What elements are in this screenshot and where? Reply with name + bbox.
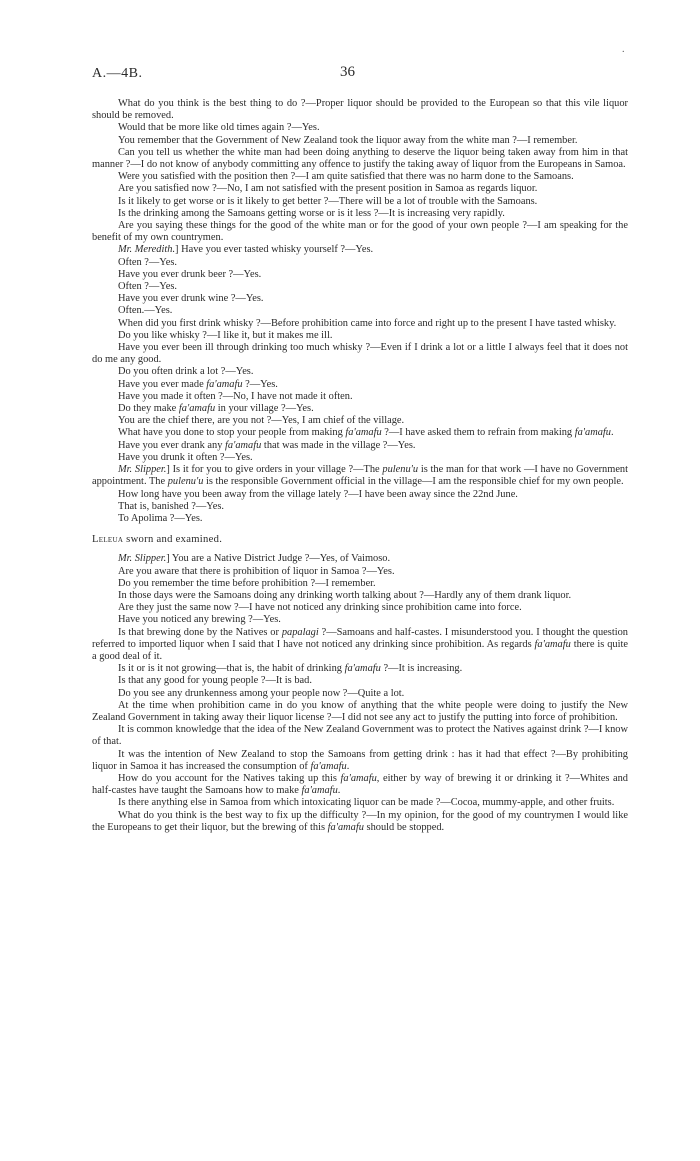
testimony-paragraph (92, 602, 628, 614)
italic-text: Mr. Meredith. (118, 244, 176, 256)
corner-mark: . (622, 44, 625, 55)
text-run: It was the intention of New Zealand to stop the Samoans from getting drink : has it had that effect ?—By prohibiting liquor in Samoa it has increased the consumption of (92, 748, 628, 772)
italic-text: fa'amafu (327, 821, 364, 833)
text-run: ?—Yes. (242, 378, 278, 390)
text-run: Have you drunk it often ?—Yes. (118, 451, 253, 463)
text-run: Have you ever drunk wine ?—Yes. (118, 293, 264, 305)
text-run: Is that brewing done by the Natives or (118, 626, 282, 638)
italic-text: fa'amafu (301, 785, 338, 797)
text-run: Have you ever drank any (118, 439, 226, 451)
text-run: Have you ever made (118, 378, 207, 390)
text-run: Do you remember the time before prohibition ?—I remember. (118, 577, 376, 589)
testimony-paragraph (92, 614, 628, 626)
text-run: ] Have you ever tasted whisky yourself ?—Yes. (175, 244, 374, 256)
text-run: Can you tell us whether the white man had been doing anything to deserve the liquor being taken away from him in that manner ?—I do not know of anybody committing any offence to justify the taking away of liquor from the Europeans in Samoa. (92, 146, 628, 171)
text-run: That is, banished ?—Yes. (118, 500, 225, 512)
text-run: Are they just the same now ?—I have not noticed any drinking since prohibition came into force. (118, 602, 522, 614)
testimony-paragraph (92, 244, 628, 256)
testimony-paragraph (92, 501, 628, 513)
testimony-paragraph (92, 281, 628, 293)
text-run: Often ?—Yes. (118, 256, 177, 268)
testimony-paragraph (92, 810, 628, 834)
text-run: Do you often drink a lot ?—Yes. (118, 366, 254, 378)
testimony-paragraph (92, 135, 628, 147)
testimony-paragraph (92, 688, 628, 700)
testimony-paragraph (92, 440, 628, 452)
testimony-paragraph (92, 464, 628, 488)
text-run: Do they make (118, 403, 179, 415)
italic-text: fa'amafu (344, 663, 381, 675)
text-run: Are you aware that there is prohibition of liquor in Samoa ?—Yes. (118, 565, 395, 577)
text-run: How long have you been away from the village lately ?—I have been away since the 22nd June. (118, 488, 518, 500)
text-run: Have you noticed any brewing ?—Yes. (118, 614, 281, 626)
italic-text: Mr. Slipper. (118, 464, 167, 476)
testimony-paragraph (92, 391, 628, 403)
text-run: Is it or is it not growing—that is, the habit of drinking (118, 663, 345, 675)
italic-text: papalagi (281, 626, 319, 638)
text-run: there is quite a good deal of it. (92, 638, 628, 662)
text-run: Often ?—Yes. (118, 281, 177, 293)
testimony-paragraph (92, 318, 628, 330)
text-run: What have you done to stop your people from making (118, 427, 346, 439)
text-run (92, 534, 222, 545)
text-run: Is that any good for young people ?—It is bad. (118, 675, 312, 687)
testimony-paragraph (92, 566, 628, 578)
text-run: Have you ever been ill through drinking too much whisky ?—Even if I drink a lot or a little I always feel that it does not do me any good. (92, 342, 628, 366)
italic-text: fa'amafu (340, 772, 377, 784)
italic-text: Mr. Slipper. (118, 553, 167, 565)
italic-text: pulenu'u (382, 464, 419, 476)
text-run: Were you satisfied with the position then ?—I am quite satisfied that there was no harm done to the Samoans. (118, 171, 574, 183)
text-run: . (610, 427, 614, 439)
testimony-paragraph (92, 663, 628, 675)
testimony-paragraph (92, 513, 628, 525)
text-run: You are the chief there, are you not ?—Yes, I am chief of the village. (118, 415, 405, 427)
testimony-paragraph (92, 427, 628, 439)
text-run: You remember that the Government of New Zealand took the liquor away from the white man ?—I remember. (118, 134, 578, 146)
testimony-paragraph (92, 183, 628, 195)
testimony-paragraph (92, 415, 628, 427)
testimony-paragraph (92, 147, 628, 171)
text-run: What do you think is the best thing to do ?—Proper liquor should be provided to the European so that this vile liquor should be removed. (92, 98, 628, 122)
text-run: ] Is it for you to give orders in your village ?—The (166, 464, 383, 476)
text-run: ?—It is increasing. (380, 663, 463, 675)
heading-rest: sworn and examined. (123, 534, 223, 546)
text-run: Do you see any drunkenness among your people now ?—Quite a lot. (118, 687, 405, 699)
italic-text: fa'amafu (206, 378, 243, 390)
testimony-paragraph (92, 403, 628, 415)
testimony-paragraph (92, 700, 628, 724)
testimony-paragraph (92, 220, 628, 244)
testimony-paragraph (92, 305, 628, 317)
text-run: Have you ever drunk beer ?—Yes. (118, 268, 262, 280)
testimony-paragraph (92, 675, 628, 687)
text-run: in your village ?—Yes. (215, 403, 314, 415)
text-run: is the man for that work —I have no Government appointment. The (92, 464, 629, 488)
testimony-paragraph (92, 342, 628, 366)
text-run: Is there anything else in Samoa from which intoxicating liquor can be made ?—Cocoa, mummy-apple, and other fruits. (118, 797, 615, 809)
text-run: Is the drinking among the Samoans getting worse or is it less ?—It is increasing very rapidly. (118, 207, 505, 219)
testimony-paragraph (92, 98, 628, 122)
text-run: Is it likely to get worse or is it likely to get better ?—There will be a lot of trouble with the Samoans. (118, 195, 538, 207)
witness-name: Leleua (92, 534, 124, 546)
text-run: Are you satisfied now ?—No, I am not satisfied with the present position in Samoa as regards liquor. (118, 183, 538, 195)
italic-text: fa'amafu (345, 427, 382, 439)
testimony-paragraph (92, 257, 628, 269)
text-run: Do you like whisky ?—I like it, but it makes me ill. (118, 329, 333, 341)
italic-text: fa'amafu (534, 638, 571, 650)
text-run: When did you first drink whisky ?—Before prohibition came into force and right up to the present I have tasted whisky. (118, 317, 617, 329)
italic-text: fa'amafu (225, 439, 262, 451)
testimony-paragraph (92, 366, 628, 378)
testimony-paragraph (92, 553, 628, 565)
text-run: should be stopped. (363, 821, 445, 833)
testimony-body (92, 98, 628, 834)
text-run: Are you saying these things for the good of the white man or for the good of your own people ?—I am speaking for the benefit of my own countrymen. (92, 220, 628, 244)
text-run: At the time when prohibition came in do you know of anything that the white people were doing to justify the New Zealand Government in taking away their liquor license ?—I did not see any act to justify the putting into force of prohibition. (92, 699, 628, 723)
testimony-paragraph (92, 627, 628, 664)
italic-text: fa'amafu (178, 403, 216, 415)
text-run: In those days were the Samoans doing any drinking worth talking about ?—Hardly any of them drank liquor. (118, 589, 572, 601)
text-run: Have you made it often ?—No, I have not made it often. (118, 390, 353, 402)
testimony-paragraph (92, 196, 628, 208)
testimony-paragraph (92, 452, 628, 464)
report-reference: A.—4B. (92, 66, 143, 81)
page-number: 36 (340, 64, 355, 80)
text-run: Often.—Yes. (118, 305, 173, 317)
text-run: is the responsible Government official in the village—I am the responsible chief for my own people. (203, 476, 624, 488)
testimony-paragraph (92, 330, 628, 342)
italic-text: pulenu'u (167, 476, 204, 488)
text-run: ] You are a Native District Judge ?—Yes, of Vaimoso. (166, 553, 391, 565)
text-run: To Apolima ?—Yes. (118, 512, 203, 524)
testimony-paragraph (92, 749, 628, 773)
testimony-paragraph (92, 122, 628, 134)
text-run: that was made in the village ?—Yes. (261, 439, 416, 451)
testimony-paragraph (92, 379, 628, 391)
text-run: ?—Samoans and half-castes. I misunderstood you. I thought the question referred to imported liquor when I said that I have not noticed any drinking since prohibition. As regards (92, 626, 629, 650)
testimony-paragraph (92, 797, 628, 809)
testimony-paragraph (92, 773, 628, 797)
text-run: What do you think is the best way to fix up the difficulty ?—In my opinion, for the good of my countrymen I would like the Europeans to get their liquor, but the brewing of this (92, 809, 628, 833)
text-run: It is common knowledge that the idea of the New Zealand Government was to protect the Natives against drink ?—I know of that. (92, 724, 628, 748)
testimony-paragraph (92, 489, 628, 501)
testimony-paragraph (92, 269, 628, 281)
testimony-paragraph (92, 590, 628, 602)
text-run: . (337, 785, 341, 797)
text-run: How do you account for the Natives taking up this (118, 772, 341, 784)
text-run: , either by way of brewing it or drinking it ?—Whites and half-castes have taught the Samoans how to make (92, 772, 629, 797)
testimony-paragraph (92, 578, 628, 590)
testimony-paragraph (92, 293, 628, 305)
text-run: ?—I have asked them to refrain from making (381, 427, 575, 439)
italic-text: fa'amafu (574, 427, 611, 439)
testimony-paragraph (92, 724, 628, 748)
text-run: Would that be more like old times again ?—Yes. (118, 122, 320, 134)
italic-text: fa'amafu (310, 760, 347, 772)
text-run: . (346, 760, 350, 772)
testimony-paragraph (92, 208, 628, 220)
testimony-paragraph (92, 171, 628, 183)
section-heading (92, 534, 628, 546)
